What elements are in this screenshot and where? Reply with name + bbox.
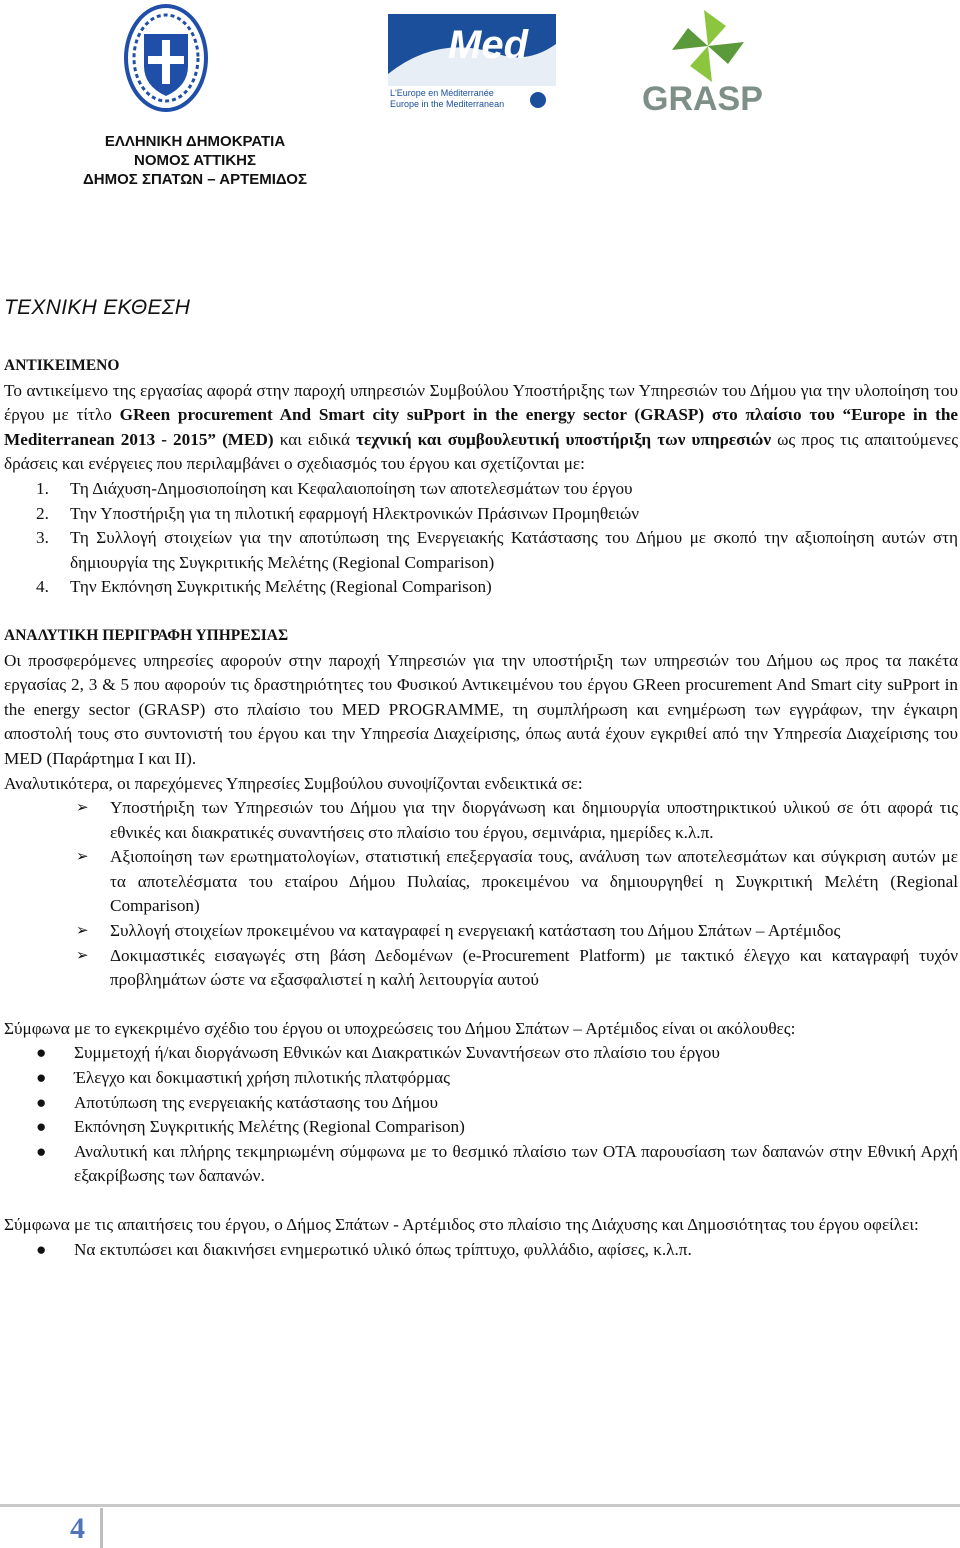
numbered-item bbox=[4, 477, 958, 502]
description-intro: Αναλυτικότερα, οι παρεχόμενες Υπηρεσίες Συμβούλου συνοψίζονται ενδεικτικά σε: bbox=[4, 773, 583, 793]
med-logo-text: Med bbox=[448, 23, 528, 67]
bullet-dot-icon: ● bbox=[36, 1043, 47, 1063]
bullet-item bbox=[36, 1066, 958, 1091]
bullet-item bbox=[36, 1091, 958, 1116]
object-text-1: Το αντικείμενο της εργασίας αφορά στην παροχή υπηρεσιών Συμβούλου Υποστήριξης των Υπηρεσιών του Δήμου για την υλοποίηση του έργου με τίτλο bbox=[4, 380, 958, 425]
arrow-item-text: Αξιοποίηση των ερωτηματολογίων, στατιστική επεξεργασία τους, ανάλυση των αποτελεσμάτων και σύγκριση αυτών με τα αποτελέσματα του εταίρου Δήμου Πυλαίας, προκειμένου να δημιουργηθεί η Συγκριτική Μελέτη (Regional Comparison) bbox=[110, 847, 958, 916]
grasp-logo bbox=[636, 6, 778, 124]
bullet-item bbox=[36, 1140, 958, 1189]
item-number: 4. bbox=[36, 577, 49, 597]
arrow-item-text: Υποστήριξη των Υπηρεσιών του Δήμου για την διοργάνωση και δημιουργία υποστηρικτικού υλικού σε ότι αφορά τις εθνικές και διακρατικές συναντήσεις στο πλαίσιο του έργου, σεμινάρια, ημερίδες κ.λ.π. bbox=[110, 798, 958, 842]
object-paragraph bbox=[4, 379, 958, 477]
med-logo-line2: Europe in the Mediterranean bbox=[390, 99, 505, 109]
item-text: Τη Συλλογή στοιχείων για την αποτύπωση της Ενεργειακής Κατάστασης του Δήμου με σκοπό την αξιοποίηση αυτών στη δημιουργία της Συγκριτικής Μελέτης (Regional Comparison) bbox=[70, 528, 958, 572]
object-heading: ΑΝΤΙΚΕΙΜΕΝΟ bbox=[4, 357, 120, 374]
description-paragraph: Οι προσφερόμενες υπηρεσίες αφορούν στην παροχή Υπηρεσιών για την υποστήριξη των υπηρεσιών του Δήμου ως προς τα πακέτα εργασίας 2, 3 & 5 που αφορούν τις δραστηριότητες του Φυσικού Αντικειμένου του έργου GReen procurement And Smart city suPport in the energy sector (GRASP) στο πλαίσιο του MED PROGRAMME, τη συμπλήρωση και ενημέρωση των εγγράφων, την έγκαιρη αποστολή τους στο συντονιστή του έργου και την Υπηρεσία Διαχείρισης, όπως αυτά έχουν εγκριθεί από την Υπηρεσία Διαχείρισης του MED (Παράρτημα Ι και ΙΙ). bbox=[4, 650, 958, 768]
description-heading: ΑΝΑΛΥΤΙΚΗ ΠΕΡΙΓΡΑΦΗ ΥΠΗΡΕΣΙΑΣ bbox=[4, 626, 289, 644]
bullet-item bbox=[36, 1238, 958, 1263]
bullet-dot-icon: ● bbox=[36, 1117, 47, 1137]
bullet-dot-icon: ● bbox=[36, 1068, 47, 1088]
numbered-item bbox=[4, 502, 958, 527]
item-number: 2. bbox=[36, 503, 49, 523]
object-project-title: GReen procurement And Smart city suPport in the energy sector (GRASP) στο πλαίσιο του “Europe in the Mediterranean 2013 - 2015” (MED) bbox=[4, 405, 959, 449]
object-text-3: ως προς τις απαιτούμενες δράσεις και ενέργειες που περιλαμβάνει ο σχεδιασμός του έργου και σχετίζονται με: bbox=[4, 429, 959, 474]
arrow-item bbox=[76, 796, 958, 845]
numbered-item bbox=[4, 526, 958, 575]
bullet-dot-icon: ● bbox=[36, 1092, 47, 1112]
med-programme-logo bbox=[388, 14, 556, 110]
item-text: Την Εκπόνηση Συγκριτικής Μελέτης (Regional Comparison) bbox=[70, 577, 492, 597]
med-logo-line1: L'Europe en Méditerranée bbox=[390, 88, 494, 98]
arrow-item bbox=[76, 919, 958, 944]
bullet-text: Έλεγχο και δοκιμαστική χρήση πιλοτικής πλατφόρμας bbox=[74, 1068, 450, 1088]
footer-divider bbox=[0, 1504, 960, 1507]
numbered-item bbox=[4, 575, 958, 600]
bullet-text: Συμμετοχή ή/και διοργάνωση Εθνικών και Διακρατικών Συναντήσεων στο πλαίσιο του έργου bbox=[74, 1043, 720, 1063]
arrow-bullet-icon: ➢ bbox=[76, 849, 89, 866]
object-text-2: και ειδικά bbox=[273, 429, 357, 449]
arrow-bullet-icon: ➢ bbox=[76, 800, 89, 817]
object-emphasis: τεχνική και συμβουλευτική υποστήριξη των υπηρεσιών bbox=[356, 429, 772, 449]
bullet-item bbox=[36, 1115, 958, 1140]
obligations-paragraph: Σύμφωνα με το εγκεκριμένο σχέδιο του έργου οι υποχρεώσεις του Δήμου Σπάτων – Αρτέμιδος είναι οι ακόλουθες: bbox=[4, 1018, 796, 1038]
bullet-dot-icon: ● bbox=[36, 1239, 47, 1259]
dissemination-paragraph: Σύμφωνα με τις απαιτήσεις του έργου, ο Δήμος Σπάτων - Αρτέμιδος στο πλαίσιο της Διάχυσης και Δημοσιότητας του έργου οφείλει: bbox=[4, 1215, 919, 1234]
arrow-bullet-icon: ➢ bbox=[76, 923, 89, 940]
arrow-item-text: Συλλογή στοιχείων προκειμένου να καταγραφεί η ενεργειακή κατάσταση του Δήμου Σπάτων – Αρτέμιδος bbox=[110, 921, 841, 941]
pinwheel-icon bbox=[672, 10, 744, 82]
page-number: 4 bbox=[70, 1512, 85, 1545]
arrow-bullet-icon: ➢ bbox=[76, 947, 89, 964]
item-number: 1. bbox=[36, 478, 49, 498]
document-body bbox=[4, 354, 958, 1262]
item-number: 3. bbox=[36, 528, 49, 548]
item-text: Τη Διάχυση-Δημοσιοποίηση και Κεφαλαιοποίηση των αποτελεσμάτων του έργου bbox=[70, 478, 633, 498]
greek-republic-emblem-logo bbox=[124, 4, 208, 112]
document-title: ΤΕΧΝΙΚΗ ΕΚΘΕΣΗ bbox=[4, 296, 191, 319]
bullet-text: Εκπόνηση Συγκριτικής Μελέτης (Regional Comparison) bbox=[74, 1117, 465, 1137]
bullet-text: Αποτύπωση της ενεργειακής κατάστασης του Δήμου bbox=[74, 1092, 438, 1112]
republic-name: ΕΛΛΗΝΙΚΗ ΔΗΜΟΚΡΑΤΙΑ bbox=[104, 133, 286, 150]
issuer-block bbox=[60, 132, 330, 189]
item-text: Την Υποστήριξη για τη πιλοτική εφαρμογή Ηλεκτρονικών Πράσινων Προμηθειών bbox=[70, 503, 640, 523]
bullet-item bbox=[36, 1041, 958, 1066]
municipality-name: ΔΗΜΟΣ ΣΠΑΤΩΝ – ΑΡΤΕΜΙΔΟΣ bbox=[83, 171, 307, 188]
page-footer bbox=[0, 1504, 960, 1547]
arrow-item-text: Δοκιμαστικές εισαγωγές στη βάση Δεδομένων (e-Procurement Platform) με τακτικό έλεγχο και καταγραφή τυχόν προβλημάτων ώστε να εξασφαλιστεί η καλή λειτουργία αυτού bbox=[110, 945, 958, 990]
bullet-text: Αναλυτική και πλήρης τεκμηριωμένη σύμφωνα με το θεσμικό πλαίσιο των ΟΤΑ παρουσίαση των δαπανών στην Εθνική Αρχή εξακρίβωσης των δαπανών. bbox=[74, 1141, 958, 1186]
bullet-text: Να εκτυπώσει και διακινήσει ενημερωτικό υλικό όπως τρίπτυχο, φυλλάδιο, αφίσες, κ.λ.π. bbox=[74, 1239, 692, 1259]
grasp-logo-text: GRASP bbox=[642, 80, 763, 118]
arrow-item bbox=[76, 944, 958, 993]
bullet-dot-icon: ● bbox=[36, 1141, 47, 1161]
arrow-item bbox=[76, 845, 958, 919]
prefecture-name: ΝΟΜΟΣ ΑΤΤΙΚΗΣ bbox=[133, 152, 257, 169]
